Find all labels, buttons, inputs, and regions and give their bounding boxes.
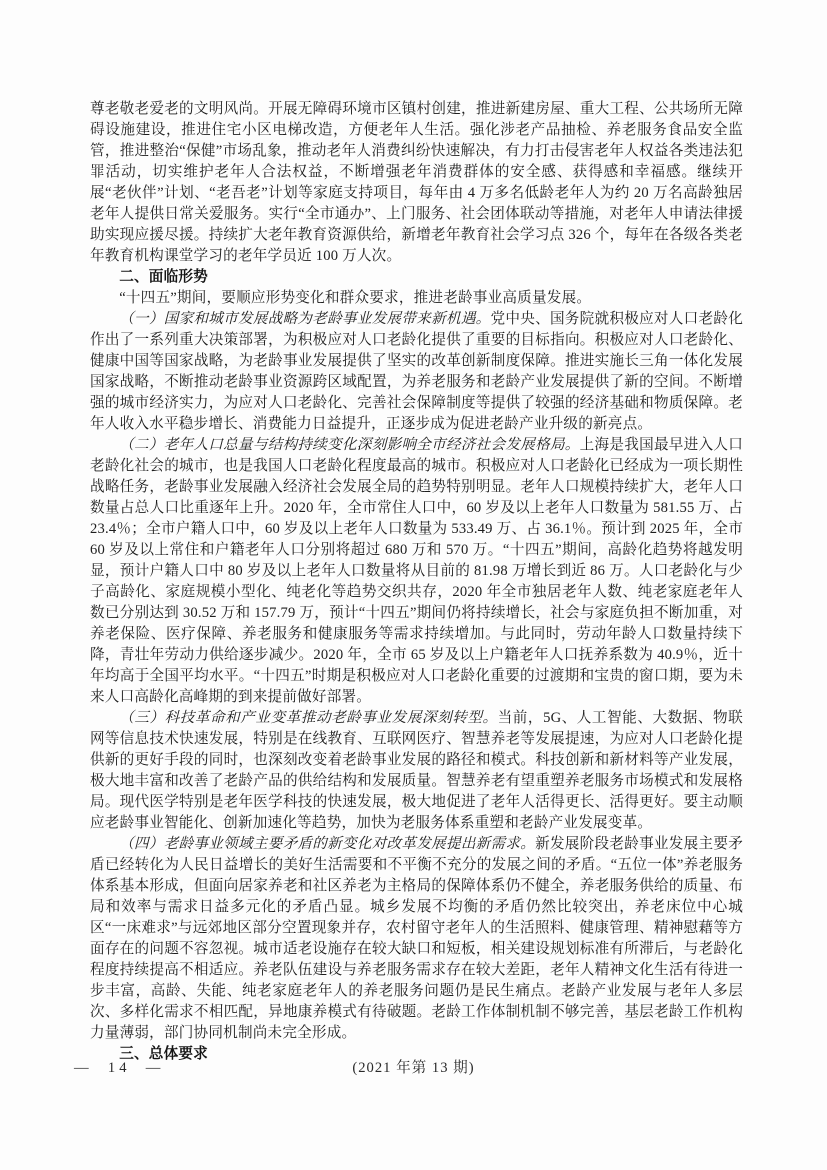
section-heading-mianlin-xingshi: 二、面临形势	[119, 269, 208, 285]
page-footer	[0, 1057, 827, 1079]
issue-label: (2021 年第 13 期)	[352, 1060, 475, 1076]
paragraph-item-2	[90, 435, 743, 708]
paragraph-intro: “十四五”期间，要顺应形势变化和群众要求，推进老龄事业高质量发展。	[119, 290, 592, 306]
page-number: — 14 —	[74, 1060, 165, 1076]
item-4-text: 新发展阶段老龄事业发展主要矛盾已经转化为人民日益增长的美好生活需要和不平衡不充分的发展之间的矛盾。“五位一体”养老服务体系基本形成，但面向居家养老和社区养老为主格局的保障体系仍不健全，养老服务供给的质量、布局和效率与需求日益多元化的矛盾凸显。城乡发展不均衡的矛盾仍然比较突出，养老床位中心城区“一床难求”与远郊地区部分空置现象并存，农村留守老年人的生活照料、健康管理、精神慰藉等方面存在的问题不容忽视。城市适老设施存在较大缺口和短板，相关建设规划标准有所滞后，与老龄化程度持续提高不相适应。养老队伍建设与养老服务需求存在较大差距，老年人精神文化生活有待进一步丰富，高龄、失能、纯老家庭老年人的养老服务问题仍是民生痛点。老龄产业发展与老年人多层次、多样化需求不相匹配，异地康养模式有待破题。老龄工作体制机制不够完善，基层老龄工作机构力量薄弱，部门协同机制尚未完全形成。	[90, 836, 743, 1041]
section-heading-zongti-yaoqiu: 三、总体要求	[119, 1046, 208, 1062]
item-2-text: 上海是我国最早进入人口老龄化社会的城市，也是我国人口老龄化程度最高的城市。积极应对人口老龄化已经成为一项长期性战略任务，老龄事业发展融入经济社会发展全局的趋势特别明显。老年人口规模持续扩大，老年人口数量占总人口比重逐年上升。2020 年，全市常住人口中，60 岁及以上老年人口数量为 581.55 万、占 23.4％；全市户籍人口中，60 岁及以上老年人口数量为 533.49 万、占 36.1％。预计到 2025 年，全市 60 岁及以上常住和户籍老年人口分别将超过 680 万和 570 万。“十四五”期间，高龄化趋势将越发明显，预计户籍人口中 80 岁及以上老年人口数量将从目前的 81.98 万增长到近 86 万。人口老龄化与少子高龄化、家庭规模小型化、纯老化等趋势交织共存，2020 年全市独居老年人数、纯老家庭老年人数已分别达到 30.52 万和 157.79 万，预计“十四五”期间仍将持续增长，社会与家庭负担不断加重，对养老保险、医疗保障、养老服务和健康服务等需求持续增加。与此同时，劳动年龄人口数量持续下降，青壮年劳动力供给逐步减少。2020 年，全市 65 岁及以上户籍老年人口抚养系数为 40.9％，近十年均高于全国平均水平。“十四五”时期是积极应对人口老龄化重要的过渡期和宝贵的窗口期，要为未来人口高龄化高峰期的到来提前做好部署。	[90, 437, 744, 705]
item-2-lead: （二）老年人口总量与结构持续变化深刻影响全市经济社会发展格局。	[119, 437, 580, 453]
paragraph-item-3	[90, 708, 743, 834]
item-4-lead: （四）老龄事业领域主要矛盾的新变化对改革发展提出新需求。	[119, 836, 536, 852]
item-3-lead: （三）科技革命和产业变革推动老龄事业发展深刻转型。	[119, 710, 498, 726]
document-body	[90, 99, 743, 1065]
item-1-text: 党中央、国务院就积极应对人口老龄化作出了一系列重大决策部署，为积极应对人口老龄化提供了重要的目标指向。积极应对人口老龄化、健康中国等国家战略，为老龄事业发展提供了坚实的改革创新制度保障。推进实施长三角一体化发展国家战略，不断推动老龄事业资源跨区域配置，为养老服务和老龄产业发展提供了新的空间。不断增强的城市经济实力，为应对人口老龄化、完善社会保障制度等提供了较强的经济基础和物质保障。老年人收入水平稳步增长、消费能力日益提升，正逐步成为促进老龄产业升级的新亮点。	[90, 311, 743, 432]
item-1-lead: （一）国家和城市发展战略为老龄事业发展带来新机遇。	[119, 311, 491, 327]
paragraph-item-1	[90, 309, 743, 435]
item-3-text: 当前，5G、人工智能、大数据、物联网等信息技术快速发展，特别是在线教育、互联网医疗、智慧养老等发展提速，为应对人口老龄化提供新的更好手段的同时，也深刻改变着老龄事业发展的路径和模式。科技创新和新材料等产业发展，极大地丰富和改善了老龄产品的供给结构和发展质量。智慧养老有望重塑养老服务市场模式和发展格局。现代医学特别是老年医学科技的快速发展，极大地促进了老年人活得更长、活得更好。要主动顺应老龄事业智能化、创新加速化等趋势，加快为老服务体系重塑和老龄产业发展变革。	[90, 710, 743, 831]
paragraph-continuation: 尊老敬老爱老的文明风尚。开展无障碍环境市区镇村创建，推进新建房屋、重大工程、公共场所无障碍设施建设，推进住宅小区电梯改造，方便老年人生活。强化涉老产品抽检、养老服务食品安全监管，推进整治“保健”市场乱象，推动老年人消费纠纷快速解决，有力打击侵害老年人权益各类违法犯罪活动，切实维护老年人合法权益，不断增强老年消费群体的安全感、获得感和幸福感。继续开展“老伙伴”计划、“老吾老”计划等家庭支持项目，每年由 4 万多名低龄老年人为约 20 万名高龄独居老年人提供日常关爱服务。实行“全市通办”、上门服务、社会团体联动等措施，对老年人申请法律援助实现应援尽援。持续扩大老年教育资源供给，新增老年教育社会学习点 326 个，每年在各级各类老年教育机构课堂学习的老年学员近 100 万人次。	[90, 101, 743, 264]
paragraph-item-4	[90, 834, 743, 1044]
